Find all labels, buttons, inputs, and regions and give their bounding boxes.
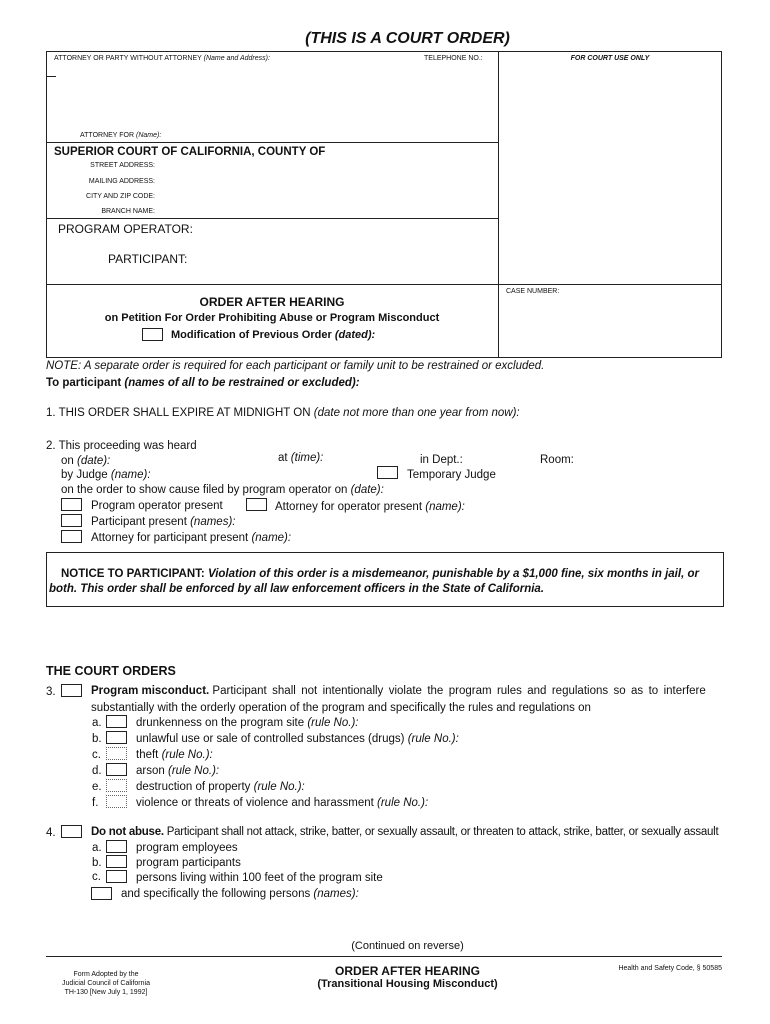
footer-title: ORDER AFTER HEARING bbox=[335, 964, 480, 978]
street-address-label: STREET ADDRESS: bbox=[90, 162, 155, 169]
item-4a-label: program employees bbox=[136, 842, 238, 854]
item-3c-checkbox[interactable] bbox=[106, 747, 127, 760]
hearing-time-label: at (time): bbox=[278, 452, 324, 464]
item-3-text-2: substantially with the orderly operation of the program and specifically the rules and regulations on bbox=[91, 702, 591, 714]
item-3b-letter: b. bbox=[92, 733, 102, 745]
modification-label: Modification of Previous Order (dated): bbox=[171, 329, 376, 341]
room-label: Room: bbox=[540, 454, 574, 466]
item-4b-label: program participants bbox=[136, 857, 241, 869]
item-3a-letter: a. bbox=[92, 717, 102, 729]
caption-vertical-divider bbox=[498, 51, 499, 358]
item-3e-letter: e. bbox=[92, 781, 102, 793]
do-not-abuse-checkbox[interactable] bbox=[61, 825, 82, 838]
specific-persons-label: and specifically the following persons (names): bbox=[121, 888, 359, 900]
form-number: TH-130 [New July 1, 1992] bbox=[64, 989, 148, 996]
footer-subtitle: (Transitional Housing Misconduct) bbox=[317, 978, 498, 990]
item-3f-letter: f. bbox=[92, 797, 99, 809]
item-4-number: 4. bbox=[46, 827, 56, 839]
temporary-judge-label: Temporary Judge bbox=[407, 469, 496, 481]
notice-line-1: NOTICE TO PARTICIPANT: Violation of this order is a misdemeanor, punishable by a $1,000 fine, six months in jail, or bbox=[61, 568, 699, 580]
form-adopted-line-2: Judicial Council of California bbox=[62, 980, 150, 987]
caption-divider-1 bbox=[46, 142, 499, 143]
item-4c-label: persons living within 100 feet of the program site bbox=[136, 872, 383, 884]
branch-name-label: BRANCH NAME: bbox=[101, 208, 155, 215]
operator-present-label: Program operator present bbox=[91, 500, 223, 512]
item-3c-letter: c. bbox=[92, 749, 101, 761]
program-operator-label: PROGRAM OPERATOR: bbox=[58, 222, 193, 236]
attorney-participant-label: Attorney for participant present (name): bbox=[91, 532, 292, 544]
court-use-label: FOR COURT USE ONLY bbox=[570, 55, 650, 62]
specific-persons-checkbox[interactable] bbox=[91, 887, 112, 900]
to-participant-label: To participant (names of all to be restrained or excluded): bbox=[46, 377, 360, 389]
note-text: NOTE: A separate order is required for each participant or family unit to be restrained or excluded. bbox=[46, 360, 545, 372]
page-title: (THIS IS A COURT ORDER) bbox=[305, 30, 510, 47]
court-name: SUPERIOR COURT OF CALIFORNIA, COUNTY OF bbox=[54, 146, 326, 158]
attorney-operator-label: Attorney for operator present (name): bbox=[275, 501, 465, 513]
item-3c-label: theft (rule No.): bbox=[136, 749, 213, 761]
item-3d-letter: d. bbox=[92, 765, 102, 777]
notice-line-2: both. This order shall be enforced by all law enforcement officers in the State of California. bbox=[49, 583, 545, 595]
osc-label: on the order to show cause filed by program operator on (date): bbox=[61, 484, 384, 496]
item-3e-label: destruction of property (rule No.): bbox=[136, 781, 305, 793]
item-3a-checkbox[interactable] bbox=[106, 715, 127, 728]
item-3d-checkbox[interactable] bbox=[106, 763, 127, 776]
item-4c-checkbox[interactable] bbox=[106, 870, 127, 883]
item-3e-checkbox[interactable] bbox=[106, 779, 127, 792]
statute-reference: Health and Safety Code, § 50585 bbox=[618, 965, 722, 972]
attorney-label: ATTORNEY OR PARTY WITHOUT ATTORNEY (Name and Address): bbox=[54, 55, 270, 62]
form-adopted-line-1: Form Adopted by the bbox=[73, 971, 139, 978]
court-orders-heading: THE COURT ORDERS bbox=[46, 664, 176, 678]
temporary-judge-checkbox[interactable] bbox=[377, 466, 398, 479]
item-4c-letter: c. bbox=[92, 871, 101, 883]
telephone-label: TELEPHONE NO.: bbox=[424, 55, 483, 62]
attorney-operator-checkbox[interactable] bbox=[246, 498, 267, 511]
item-1-expiration: 1. THIS ORDER SHALL EXPIRE AT MIDNIGHT ON (date not more than one year from now): bbox=[46, 407, 520, 419]
case-number-field[interactable] bbox=[502, 298, 718, 354]
city-zip-label: CITY AND ZIP CODE: bbox=[86, 193, 155, 200]
attorney-address-field[interactable] bbox=[56, 66, 494, 130]
order-title: ORDER AFTER HEARING bbox=[199, 295, 345, 309]
item-3b-checkbox[interactable] bbox=[106, 731, 127, 744]
participant-present-label: Participant present (names): bbox=[91, 516, 236, 528]
item-4-text: Do not abuse. Participant shall not attack, strike, batter, or sexually assault, or threaten to attack, strike, batter, or sexually assault bbox=[91, 826, 719, 838]
item-3b-label: unlawful use or sale of controlled substances (drugs) (rule No.): bbox=[136, 733, 459, 745]
item-4b-checkbox[interactable] bbox=[106, 855, 127, 868]
hearing-date-label: on (date): bbox=[61, 455, 111, 467]
program-misconduct-checkbox[interactable] bbox=[61, 684, 82, 697]
mailing-address-label: MAILING ADDRESS: bbox=[88, 178, 155, 185]
continued-on-reverse: (Continued on reverse) bbox=[351, 940, 464, 952]
attorney-field-mark bbox=[46, 76, 56, 77]
item-4a-letter: a. bbox=[92, 842, 102, 854]
attorney-participant-checkbox[interactable] bbox=[61, 530, 82, 543]
item-3-text-1: Program misconduct. Participant shall not intentionally violate the program rules and regulations so as to interfere bbox=[91, 685, 706, 697]
order-subtitle: on Petition For Order Prohibiting Abuse or Program Misconduct bbox=[104, 312, 440, 324]
item-3f-label: violence or threats of violence and harassment (rule No.): bbox=[136, 797, 429, 809]
item-3a-label: drunkenness on the program site (rule No.): bbox=[136, 717, 359, 729]
participant-present-checkbox[interactable] bbox=[61, 514, 82, 527]
attorney-for-label: ATTORNEY FOR (Name): bbox=[80, 132, 162, 139]
department-label: in Dept.: bbox=[420, 454, 463, 466]
judge-label: by Judge (name): bbox=[61, 469, 151, 481]
participant-label: PARTICIPANT: bbox=[108, 252, 188, 266]
item-3f-checkbox[interactable] bbox=[106, 795, 127, 808]
item-2-heading: 2. This proceeding was heard bbox=[46, 440, 197, 452]
item-4a-checkbox[interactable] bbox=[106, 840, 127, 853]
modification-checkbox[interactable] bbox=[142, 328, 163, 341]
caption-divider-2 bbox=[46, 218, 499, 219]
caption-divider-3 bbox=[46, 284, 722, 285]
item-3d-label: arson (rule No.): bbox=[136, 765, 220, 777]
operator-present-checkbox[interactable] bbox=[61, 498, 82, 511]
item-4b-letter: b. bbox=[92, 857, 102, 869]
footer-rule bbox=[46, 956, 722, 957]
case-number-label: CASE NUMBER: bbox=[506, 288, 560, 295]
item-3-number: 3. bbox=[46, 686, 56, 698]
